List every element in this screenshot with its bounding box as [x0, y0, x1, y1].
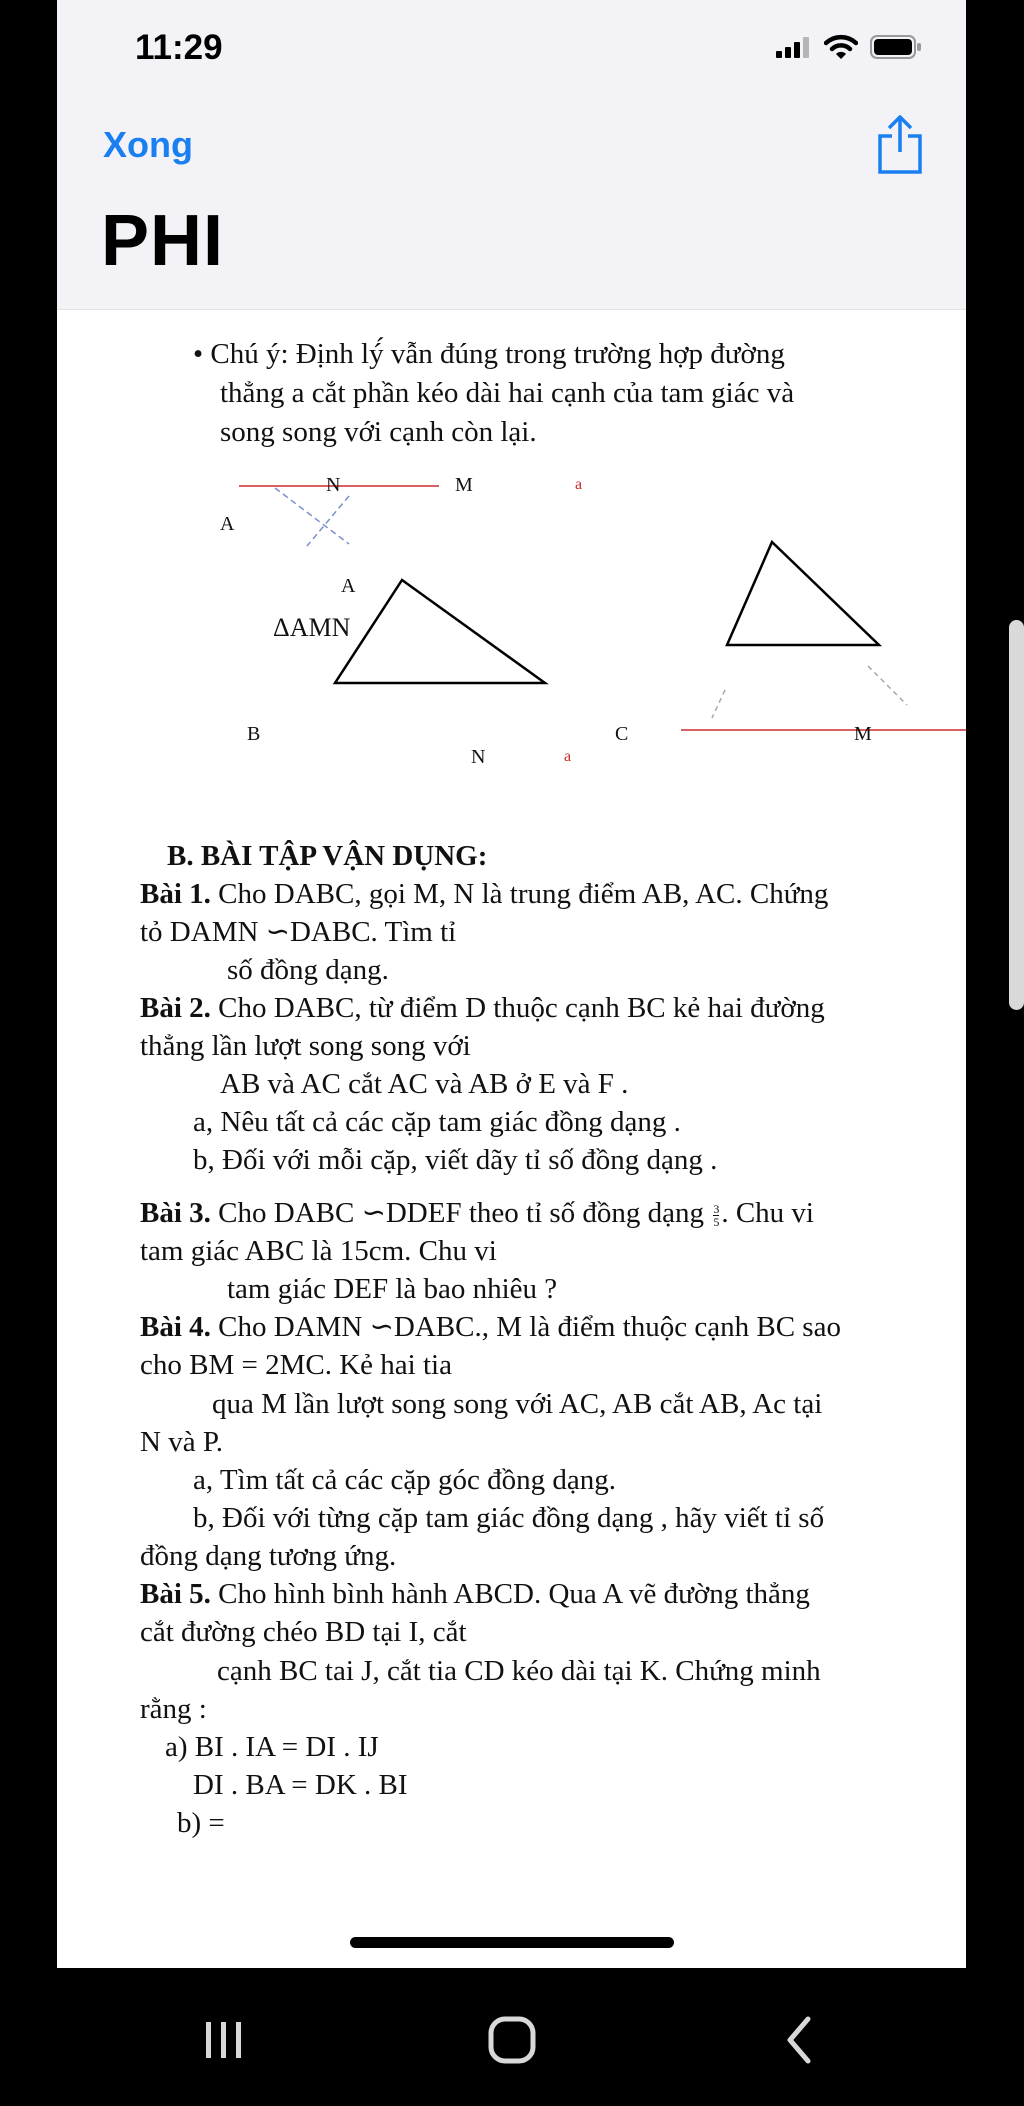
triangle-right — [727, 542, 879, 645]
note-line-3: song song với cạnh còn lại. — [220, 416, 537, 448]
note-line-1: • Chú ý: Định lý́ vẫn đúng trong trường hợp đường — [193, 338, 785, 370]
label-m-top: M — [455, 474, 473, 496]
section-title: B. BÀI TẬP VẬN DỤNG: — [167, 840, 488, 872]
exercise-1-line-2: tỏ DAMN ∽DABC. Tìm tỉ — [140, 916, 457, 948]
status-time: 11:29 — [135, 28, 223, 67]
exercise-3-line-2: tam giác ABC là 15cm. Chu vi — [140, 1235, 497, 1267]
wifi-icon — [824, 34, 858, 60]
home-indicator[interactable] — [350, 1937, 674, 1948]
exercise-5-line-5: a) BI . IA = DI . IJ — [165, 1731, 379, 1763]
exercise-5-line-3: cạnh BC tai J, cắt tia CD kéo dài tại K. Chứng minh — [217, 1655, 821, 1687]
exercise-4-line-1: Bài 4. Cho DAMN ∽DABC., M là điểm thuộc cạnh BC sao — [140, 1311, 841, 1343]
back-button[interactable] — [770, 2012, 830, 2068]
exercise-1-line-1: Bài 1. Cho DABC, gọi M, N là trung điểm AB, AC. Chứng — [140, 878, 829, 910]
done-button[interactable]: Xong — [103, 124, 193, 165]
cellular-signal-icon — [776, 36, 812, 58]
exercise-2-line-3: AB và AC cắt AC và AB ở E và F . — [220, 1068, 629, 1100]
exercise-2-line-5: b, Đối với mỗi cặp, viết dãy tỉ số đồng dạng . — [193, 1144, 718, 1176]
triangle-left — [335, 580, 545, 683]
exercise-4-line-5: a, Tìm tất cả các cặp góc đồng dạng. — [193, 1464, 617, 1496]
exercise-4-line-3: qua M lần lượt song song với AC, AB cắt AB, Ac tại — [212, 1388, 823, 1420]
dashed-segment-3 — [868, 666, 907, 705]
exercise-2-line-2: thẳng lần lượt song song với — [140, 1030, 471, 1062]
recent-apps-button[interactable] — [194, 2012, 254, 2068]
label-b: B — [247, 723, 261, 745]
dashed-segment-4 — [712, 690, 725, 718]
exercise-4-line-4: N và P. — [140, 1426, 223, 1458]
share-icon[interactable] — [874, 114, 926, 176]
exercise-3-line-3: tam giác DEF là bao nhiêu ? — [227, 1273, 558, 1305]
exercise-2-line-4: a, Nêu tất cả các cặp tam giác đồng dạng . — [193, 1106, 681, 1138]
dashed-segment-1 — [275, 488, 349, 544]
home-icon — [487, 2015, 537, 2065]
exercise-3-line-1: Bài 3. Cho DABC ∽DDEF theo tỉ số đồng dạng $\frac{3}{5}$ . Chu vi — [140, 1197, 814, 1229]
exercise-5-line-7: b) = — [177, 1807, 225, 1839]
label-a-mid: A — [341, 575, 356, 597]
document-page — [57, 310, 966, 1950]
exercise-5-line-1: Bài 5. Cho hình bình hành ABCD. Qua A vẽ đường thẳng — [140, 1578, 810, 1610]
viewer-header — [57, 0, 966, 310]
home-button[interactable] — [482, 2012, 542, 2068]
scrollbar[interactable] — [1009, 620, 1024, 1010]
document-title: PHI — [101, 201, 225, 281]
battery-icon — [870, 35, 922, 59]
geometry-figure — [57, 310, 966, 780]
exercise-1-line-3: số đồng dạng. — [227, 954, 389, 986]
exercise-5-line-6: DI . BA = DK . BI — [193, 1769, 408, 1801]
label-n-bottom: N — [471, 746, 486, 768]
exercise-4-line-6: b, Đối với từng cặp tam giác đồng dạng , hãy viết tỉ số — [193, 1502, 825, 1534]
label-triangle-amn: ΔAMN — [273, 613, 351, 642]
recent-apps-icon — [202, 2018, 246, 2062]
label-a-top: a — [575, 476, 583, 493]
exercise-4-line-7: đồng dạng tương ứng. — [140, 1540, 397, 1572]
label-c: C — [615, 723, 629, 745]
label-n-top: N — [326, 474, 341, 496]
label-m-right: M — [854, 723, 872, 745]
note-line-2: thẳng a cắt phần kéo dài hai cạnh của tam giác và — [220, 377, 795, 409]
exercise-5-line-4: rằng : — [140, 1693, 207, 1725]
label-a-bottom: a — [564, 748, 572, 765]
quicklook-viewer — [57, 0, 966, 1968]
label-a-left: A — [220, 513, 235, 535]
exercise-5-line-2: cắt đường chéo BD tại I, cắt — [140, 1616, 467, 1648]
exercise-4-line-2: cho BM = 2MC. Kẻ hai tia — [140, 1349, 452, 1381]
exercise-2-line-1: Bài 2. Cho DABC, từ điểm D thuộc cạnh BC kẻ hai đường — [140, 992, 825, 1024]
back-icon — [780, 2015, 820, 2065]
fraction-3-5: $\frac{3}{5}$ — [713, 1201, 720, 1229]
status-icons — [776, 34, 922, 60]
